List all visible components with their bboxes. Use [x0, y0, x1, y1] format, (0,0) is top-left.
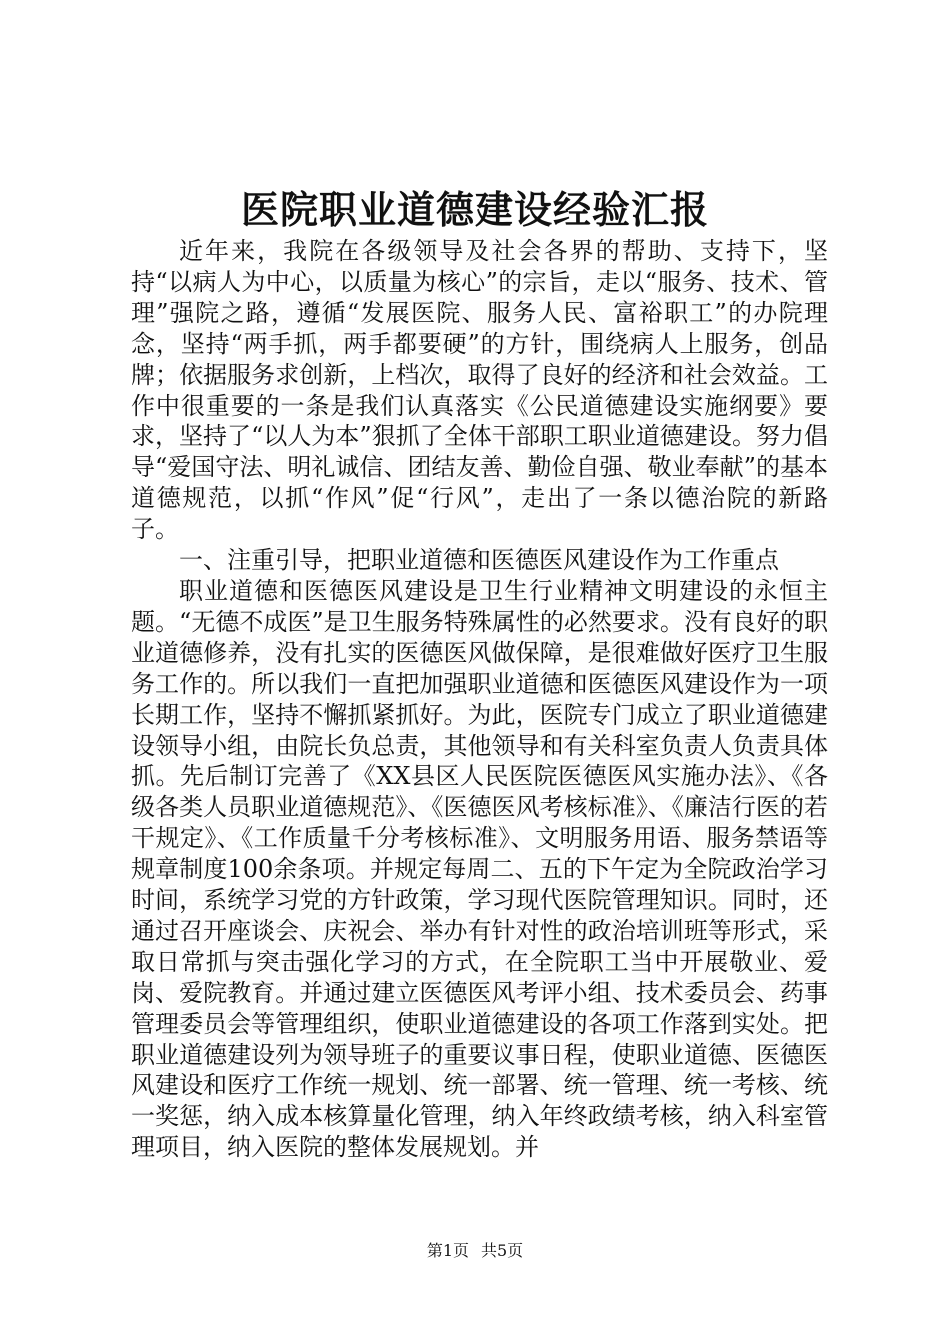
page-total: 共5页	[481, 1241, 524, 1260]
page-number: 第1页	[426, 1241, 469, 1260]
page-title: 医院职业道德建设经验汇报	[240, 187, 709, 232]
section-heading: 一、注重引导，把职业道德和医德医风建设作为工作重点	[179, 546, 779, 575]
intro-paragraph: 近年来，我院在各级领导及社会各界的帮助、支持下，坚持“以病人为中心，以质量为核心”的宗旨，走以“服务、技术、管理”强院之路，遵循“发展医院、服务人民、富裕职工”的办院理念，坚持“两手抓，两手都要硬”的方针，围绕病人上服务，创品牌；依据服务求创新，上档次，取得了良好的经济和社会效益。工作中很重要的一条是我们认真落实《公民道德建设实施纲要》要求，坚持了“以人为本”狠抓了全体干部职工职业道德建设。努力倡导“爱国守法、明礼诚信、团结友善、勤俭自强、敬业奉献”的基本道德规范，以抓“作风”促“行风”，走出了一条以德治院的新路子。	[131, 237, 828, 544]
body-paragraph: 职业道德和医德医风建设是卫生行业精神文明建设的永恒主题。“无德不成医”是卫生服务特殊属性的必然要求。没有良好的职业道德修养，没有扎实的医德医风做保障，是很难做好医疗卫生服务工作的。所以我们一直把加强职业道德和医德医风建设作为一项长期工作，坚持不懈抓紧抓好。为此，医院专门成立了职业道德建设领导小组，由院长负总责，其他领导和有关科室负责人负责具体抓。先后制订完善了《XX县区人民医院医德医风实施办法》、《各级各类人员职业道德规范》、《医德医风考核标准》、《廉洁行医的若干规定》、《工作质量千分考核标准》、文明服务用语、服务禁语等规章制度100余条项。并规定每周二、五的下午定为全院政治学习时间，系统学习党的方针政策，学习现代医院管理知识。同时，还通过召开座谈会、庆祝会、举办有针对性的政治培训班等形式，采取日常抓与突击强化学习的方式，在全院职工当中开展敬业、爱岗、爱院教育。并通过建立医德医风考评小组、技术委员会、药事管理委员会等管理组织，使职业道德建设的各项工作落到实处。把职业道德建设列为领导班子的重要议事日程，使职业道德、医德医风建设和医疗工作统一规划、统一部署、统一管理、统一考核、统一奖惩，纳入成本核算量化管理，纳入年终政绩考核，纳入科室管理项目，纳入医院的整体发展规划。并	[131, 576, 828, 1162]
page-footer	[0, 1240, 950, 1262]
document-body	[131, 236, 828, 1163]
